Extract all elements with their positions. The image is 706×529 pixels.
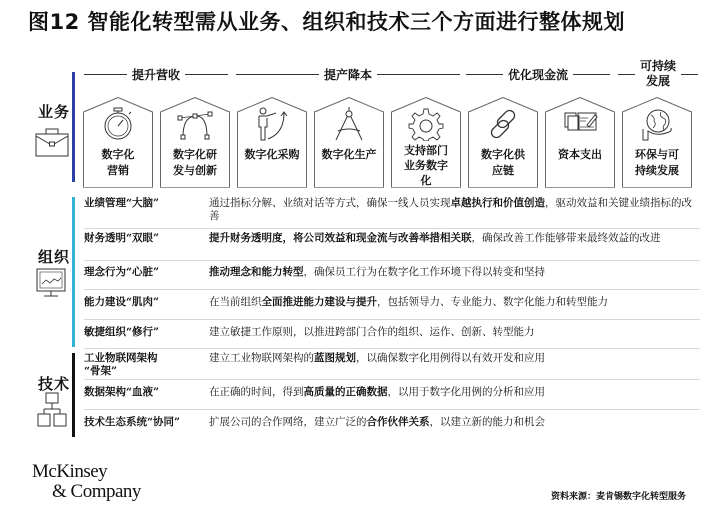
card-digital-marketing [83,97,153,188]
row-value: 提升财务透明度，将公司效益和现金流与改善举措相关联，确保改善工作能够带来最终效益的改进 [209,232,661,244]
org-row-mindset-behavior [84,261,700,290]
row-value: 扩展公司的合作网络，建立广泛的合作伙伴关系，以建立新的能力和机会 [209,416,545,428]
row-value: 在当前组织全面推进能力建设与提升，包括领导力、专业能力、数字化能力和转型能力 [209,296,608,308]
card-label: 数字化采购 [244,148,300,161]
divider-line [466,74,503,75]
divider-line [573,74,610,75]
divider-line [618,74,635,75]
row-key: 敏捷组织“修行” [84,326,160,338]
header-label-line1: 可持续 [640,59,677,73]
mckinsey-logo [32,462,141,502]
card-sustainability [622,97,692,188]
card-support-digitization [391,97,461,188]
row-value: 通过指标分解、业绩对话等方式，确保一线人员实现卓越执行和价值创造，驱动效益和关键业绩指标的改善 [209,197,692,222]
row-value: 在正确的时间，得到高质量的正确数据，以用于数字化用例的分析和应用 [209,386,545,398]
presenter-growth-icon [254,107,290,141]
row-key: 理念行为“心脏” [84,266,160,278]
source-note: 资料来源：麦肯锡数字化转型服务 [550,492,686,502]
org-row-agile-organization [84,320,700,349]
header-label: 提升营收 [132,67,181,82]
org-row-financial-transparency [84,229,700,261]
logo-line2: & Company [52,481,141,502]
card-label: 环保与可 持续发展 [635,148,679,177]
header-label: 优化现金流 [508,67,569,82]
row-value: 推动理念和能力转型，确保员工行为在数字化工作环境下得以转变和坚持 [209,266,545,278]
row-key: 技术生态系统“协同” [84,416,181,428]
row-key: 财务透明“双眼” [84,232,160,244]
org-row-capability-building [84,290,700,320]
business-section-bar [72,72,75,182]
technology-label: 技术 [37,375,70,393]
row-value: 建立工业物联网架构的蓝图规划，以确保数字化用例得以有效开发和应用 [209,352,545,364]
stopwatch-icon [100,107,136,141]
card-digital-production [314,97,384,188]
bezier-curve-icon [177,107,213,141]
row-key: 工业物联网架构 “骨架” [84,352,158,377]
org-row-performance-management [84,194,700,229]
card-label: 资本支出 [558,148,602,161]
hierarchy-icon [37,392,67,428]
row-key: 业绩管理“大脑” [84,197,160,209]
divider-line [84,74,127,75]
card-label: 数字化研 发与创新 [173,148,217,177]
card-label: 支持部门 业务数字 化 [404,144,448,187]
row-value: 建立敏捷工作原则，以推进跨部门合作的组织、运作、创新、转型能力 [209,326,535,338]
tech-row-iiot-architecture [84,349,700,380]
divider-line [681,74,698,75]
header-group-productivity [236,61,460,87]
card-digital-procurement [237,97,307,188]
row-key: 数据架构“血液” [84,386,160,398]
card-label: 数字化供 应链 [481,148,525,177]
tech-row-data-architecture [84,380,700,410]
chain-link-icon [485,107,521,141]
gear-icon [408,107,444,141]
organization-label: 组织 [37,248,70,266]
header-group-revenue [84,61,228,87]
briefcase-icon [35,128,69,158]
header-label-line2: 发展 [646,74,671,88]
globe-hand-icon [639,107,675,141]
organization-section-bar [72,197,75,347]
card-capex [545,97,615,188]
divider-line [377,74,460,75]
header-group-cashflow [466,61,610,87]
tech-row-ecosystem [84,410,700,437]
technology-section-bar [72,353,75,437]
figure-title: 图12 智能化转型需从业务、组织和技术三个方面进行整体规划 [28,10,626,34]
card-digital-supply-chain [468,97,538,188]
document-sign-icon [562,107,598,141]
header-label: 提产降本 [324,67,373,82]
compass-icon [331,107,367,141]
card-digital-rnd [160,97,230,188]
row-key: 能力建设“肌肉” [84,296,160,308]
business-label: 业务 [37,103,70,121]
card-label: 数字化生产 [321,148,377,161]
divider-line [236,74,319,75]
monitor-chart-icon [36,268,66,300]
card-label: 数字化 营销 [101,148,135,177]
divider-line [185,74,228,75]
logo-line1: McKinsey [32,461,108,482]
header-label [635,59,681,89]
header-group-sustainability [618,56,698,92]
